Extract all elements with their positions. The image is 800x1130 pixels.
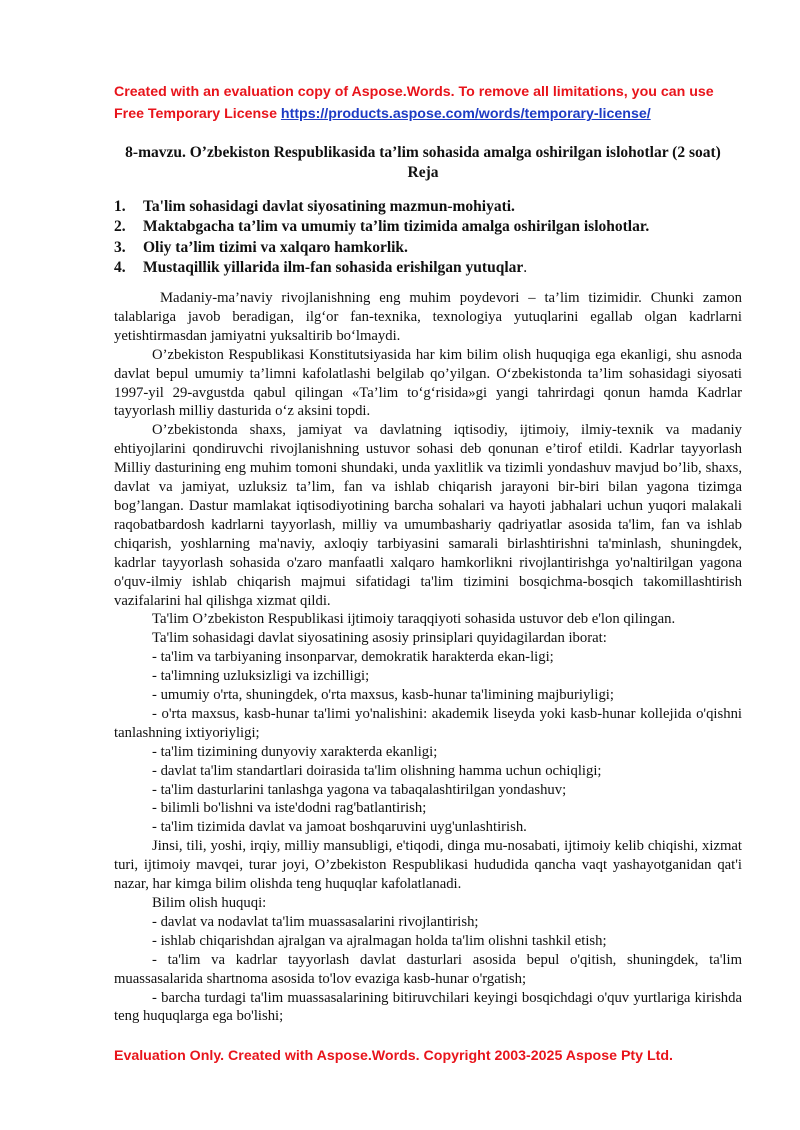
plan-item-tail: . [523,258,528,276]
evaluation-banner-line: Created with an evaluation copy of Aspose.Words. To remove all limitations, you can use [114,84,714,100]
page-subtitle: Reja [407,164,439,181]
plan-item [114,197,754,217]
plan-item [114,258,754,278]
body-paragraph: Ta'lim sohasidagi davlat siyosatining asosiy prinsiplari quyidagilardan iborat: [152,630,607,647]
evaluation-banner-line-2 [114,103,734,125]
list-item: - ta'limning uzluksizligi va izchilligi; [152,668,370,685]
plan-item-number: 1. [114,198,126,215]
list-item: - ishlab chiqarishdan ajralgan va ajralmagan holda ta'lim olishni tashkil etish; [152,932,607,949]
plan-item-text: Ta'lim sohasidagi davlat siyosatining mazmun-mohiyati. [143,198,515,215]
body-paragraph: O’zbekistonda shaxs, jamiyat va davlatning iqtisodiy, ijtimoiy, ilmiy-texnik va madaniy ehtiyojlarini qondiruvchi rivojlanishning ustuvor sohasi deb qonunan e’tirof etildi. Kadrlar tayyorlash Milliy dasturining eng muhim tomoni shundaki, unda yaxlitlik va tizimli yondashuv mavjud bo’lib, shaxs, davlat va jamiyat, uzluksiz ta’lim, fan va ishlab chiqarish jarayoni bir-biri bilan yagona tizimga bog’langan. Dastur mamlakat iqtisodiyotining barcha sohalari va hayoti jabhalari uchun yuqori malakali raqobatbardosh kadrlarni tayyorlash, milliy va umumbashariy qadriyatlar asosida ta'lim, fan va ishlab chiqarish, yoshlarning ma'naviy, axloqiy tarbiyasini samarali birlashtirishni ta'minlash, shuningdek, kadrlar tayyorlash sohasida o'zaro manfaatli xalqaro hamkorlikni rivojlantirishga yo'naltirilgan yagona o'quv-ilmiy ishlab chiqarish majmui sifatidagi ta'lim tizimini bosqichma-bosqich takomillashtirish vazifalarini hal qilishga xizmat qildi. [114,422,742,609]
plan-item [114,217,754,237]
plan-item-number: 4. [114,258,126,276]
list-item: - bilimli bo'lishni va iste'dodni rag'batlantirish; [152,800,427,817]
license-link[interactable]: https://products.aspose.com/words/temporary-license/ [280,106,651,122]
list-item: - ta'lim va kadrlar tayyorlash davlat dasturlari asosida bepul o'qitish, shuningdek, ta'lim muassasalarida shartnoma asosida to'lov evaziga kasb-hunar o'rgatish; [114,951,742,987]
evaluation-footer: Evaluation Only. Created with Aspose.Words. Copyright 2003-2025 Aspose Pty Ltd. [114,1048,673,1064]
document-body [114,289,742,1026]
plan-item [114,238,754,258]
list-item: - ta'lim va tarbiyaning insonparvar, demokratik harakterda ekan-ligi; [152,649,554,666]
page-title: 8-mavzu. O’zbekiston Respublikasida ta’lim sohasida amalga oshirilgan islohotlar (2 soat) [125,144,721,161]
document-heading [100,143,746,183]
plan-item-number: 2. [114,218,126,236]
plan-item-text: Maktabgacha ta’lim va umumiy ta’lim tizimida amalga oshirilgan islohotlar. [143,218,650,236]
list-item: - umumiy o'rta, shuningdek, o'rta maxsus, kasb-hunar ta'limining majburiyligi; [152,687,614,704]
body-paragraph: Madaniy-ma’naviy rivojlanishning eng muhim poydevori – ta’lim tizimidir. Chunki zamon talablariga javob beradigan, ilg‘or fan-texnika, texnologiya yutuqlarini egallab olgan kadrlarni yetishtirmasdan jamiyatni yuksaltirib bo‘lmaydi. [114,290,742,344]
body-paragraph: O’zbekiston Respublikasi Konstitutsiyasida har kim bilim olish huquqiga ega ekanligi, shu asnoda davlat bepul umumiy ta’limni kafolatlashi belgilab qo’yilgan. O‘zbekistonda ta’lim sohasidagi siyosati 1997-yil 29-avgustda qabul qilingan «Ta’lim to‘g‘risida»gi yangi tahrirdagi qonun hamda Kadrlar tayyorlash milliy dasturida o‘z aksini topdi. [114,346,742,420]
plan-item-text: Oliy ta’lim tizimi va xalqaro hamkorlik. [143,238,408,256]
list-item: - davlat ta'lim standartlari doirasida ta'lim olishning hamma uchun ochiqligi; [152,762,602,779]
plan-list [114,197,754,278]
body-paragraph: Ta'lim O’zbekiston Respublikasi ijtimoiy taraqqiyoti sohasida ustuvor deb e'lon qilingan. [152,611,676,628]
body-paragraph: Jinsi, tili, yoshi, irqiy, milliy mansubligi, e'tiqodi, dinga mu-nosabati, ijtimoiy kelib chiqishi, xizmat turi, ijtimoiy mavqei, turar joyi, O’zbekiston Respublikasi hududida qancha vaqt yashayotganidan qat'i nazar, har kimga bilim olishda teng huquqlar kafolatlanadi. [114,838,742,893]
plan-item-number: 3. [114,238,126,256]
plan-item-text: Mustaqillik yillarida ilm-fan sohasida erishilgan yutuqlar [143,258,524,276]
list-item: - o'rta maxsus, kasb-hunar ta'limi yo'nalishini: akademik liseyda yoki kasb-hunar kollejida o'qishni tanlashning ixtiyoriyligi; [114,705,742,741]
license-label: Free Temporary License [114,106,277,122]
list-item: - ta'lim dasturlarini tanlashga yagona va tabaqalashtirilgan yondashuv; [152,781,567,798]
list-item: - barcha turdagi ta'lim muassasalarining bitiruvchilari keyingi bosqichdagi o'quv yurtlariga kirishda teng huquqlarga ega bo'lishi; [114,989,742,1025]
list-item: - ta'lim tizimining dunyoviy xarakterda ekanligi; [152,743,438,760]
list-item: - ta'lim tizimida davlat va jamoat boshqaruvini uyg'unlashtirish. [152,819,527,836]
evaluation-banner [114,81,734,125]
list-item: - davlat va nodavlat ta'lim muassasalarini rivojlantirish; [152,913,479,930]
body-paragraph: Bilim olish huquqi: [152,895,267,911]
